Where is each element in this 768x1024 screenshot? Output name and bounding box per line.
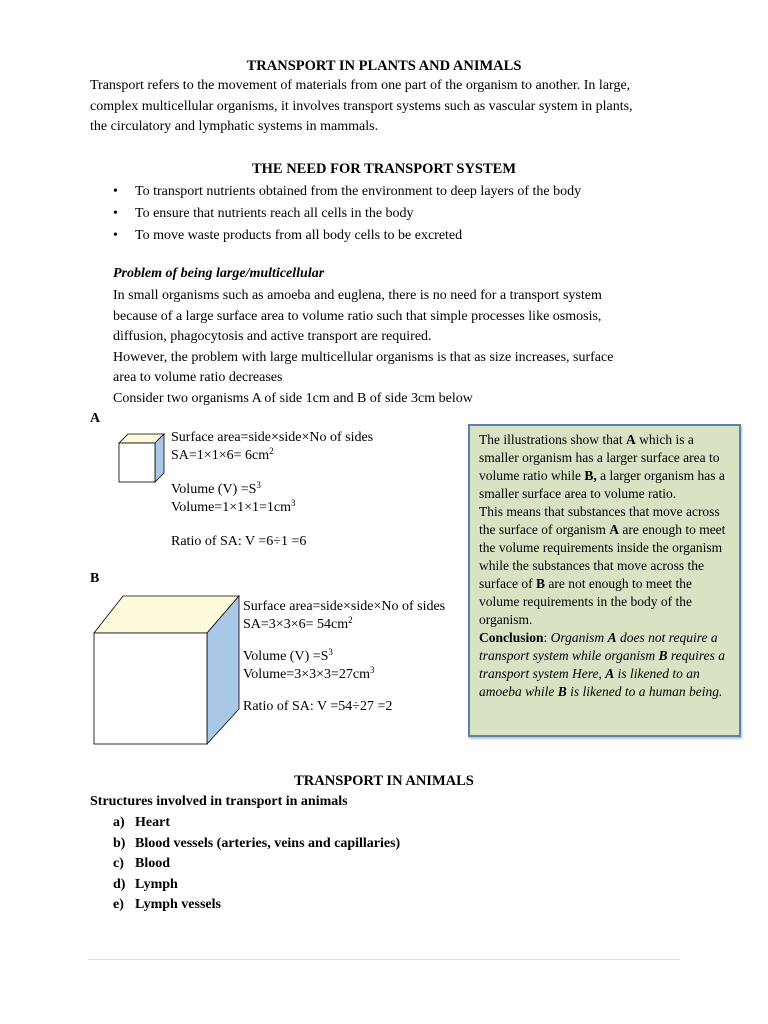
box-conclusion: Conclusion: Organism A does not require a transport system while organism B requires a transport system Here, A is likened to an amoeba while B is likened to a human being. xyxy=(479,630,726,699)
volume-calculation: $Volume=3\times 3\times 3=27cm^3$ xyxy=(243,665,375,682)
cube-b-illustration xyxy=(91,593,243,748)
problem-line: However, the problem with large multicellular organisms is that as size increases, surface xyxy=(113,349,614,365)
need-list xyxy=(113,181,733,247)
volume-formula: Volume $(V) =S^3$ xyxy=(171,480,261,497)
sa-calculation: $SA=1\times 1\times 6= 6cm^2$ xyxy=(171,446,274,463)
structures-heading: Structures involved in transport in animals xyxy=(90,794,348,809)
sa-formula: Surface area=side×side×No of sides xyxy=(171,430,374,445)
problem-paragraph xyxy=(113,286,733,409)
volume-formula: Volume $(V) =S^3$ xyxy=(243,647,333,664)
organism-a-label: A xyxy=(90,411,101,426)
list-item: b) Blood vessels (arteries, veins and capillaries) xyxy=(113,835,401,851)
list-item: • To ensure that nutrients reach all cells in the body xyxy=(113,203,733,225)
list-item: • To transport nutrients obtained from the environment to deep layers of the body xyxy=(113,181,733,203)
organism-a-calculations xyxy=(171,429,373,551)
sa-calculation: $SA=3\times 3\times 6= 54cm^2$ xyxy=(243,615,353,632)
list-item: • To move waste products from all body cells to be excreted xyxy=(113,225,733,247)
structures-list xyxy=(113,813,400,916)
problem-line: Consider two organisms A of side 1cm and B of side 3cm below xyxy=(113,390,473,406)
page-title: TRANSPORT IN PLANTS AND ANIMALS xyxy=(246,58,522,74)
ratio: Ratio of SA: V =54÷27 =2 xyxy=(243,699,393,714)
cube-a-front xyxy=(119,443,155,482)
intro-line: the circulatory and lymphatic systems in mammals. xyxy=(90,119,379,134)
list-item: c) Blood xyxy=(113,856,171,872)
need-heading: THE NEED FOR TRANSPORT SYSTEM xyxy=(251,161,517,177)
sa-formula: Surface area=side×side×No of sides xyxy=(243,599,446,614)
intro-line: complex multicellular organisms, it involves transport systems such as vascular system in plants, xyxy=(90,98,633,114)
problem-heading: Problem of being large/multicellular xyxy=(113,266,325,281)
problem-line: diffusion, phagocytosis and active transport are required. xyxy=(113,329,432,344)
organism-b-calculations xyxy=(243,598,445,716)
box-paragraph: The illustrations show that A which is a smaller organism has a larger surface area to volume ratio while B, a larger organism has a smaller surface area to volume ratio. xyxy=(479,432,725,501)
list-item: a) Heart xyxy=(113,815,170,830)
volume-calculation: $Volume=1\times 1\times 1=1cm^3$ xyxy=(171,498,296,515)
animals-heading: TRANSPORT IN ANIMALS xyxy=(294,773,474,789)
problem-line: area to volume ratio decreases xyxy=(113,370,283,385)
explanation-box xyxy=(468,424,741,737)
intro-line: Transport refers to the movement of materials from one part of the organism to another. In large, xyxy=(90,78,631,93)
box-paragraph: This means that substances that move across the surface of organism A are enough to meet the volume requirements inside the organism while the substances that move across the surface of B are not enough to meet the volume requirements in the body of the organism. xyxy=(479,504,726,627)
footer-divider xyxy=(88,959,680,960)
list-item: d) Lymph xyxy=(113,876,178,892)
problem-line: because of a large surface area to volume ratio such that simple processes like osmosis, xyxy=(113,308,602,324)
problem-line: In small organisms such as amoeba and euglena, there is no need for a transport system xyxy=(113,288,602,303)
organism-b-label: B xyxy=(90,571,100,586)
cube-b-front xyxy=(94,633,207,744)
ratio: Ratio of SA: V =6÷1 =6 xyxy=(171,534,307,549)
cube-a-side xyxy=(155,434,164,482)
cube-a-illustration xyxy=(116,432,170,484)
list-item: e) Lymph vessels xyxy=(113,897,221,913)
intro-paragraph xyxy=(90,76,710,138)
